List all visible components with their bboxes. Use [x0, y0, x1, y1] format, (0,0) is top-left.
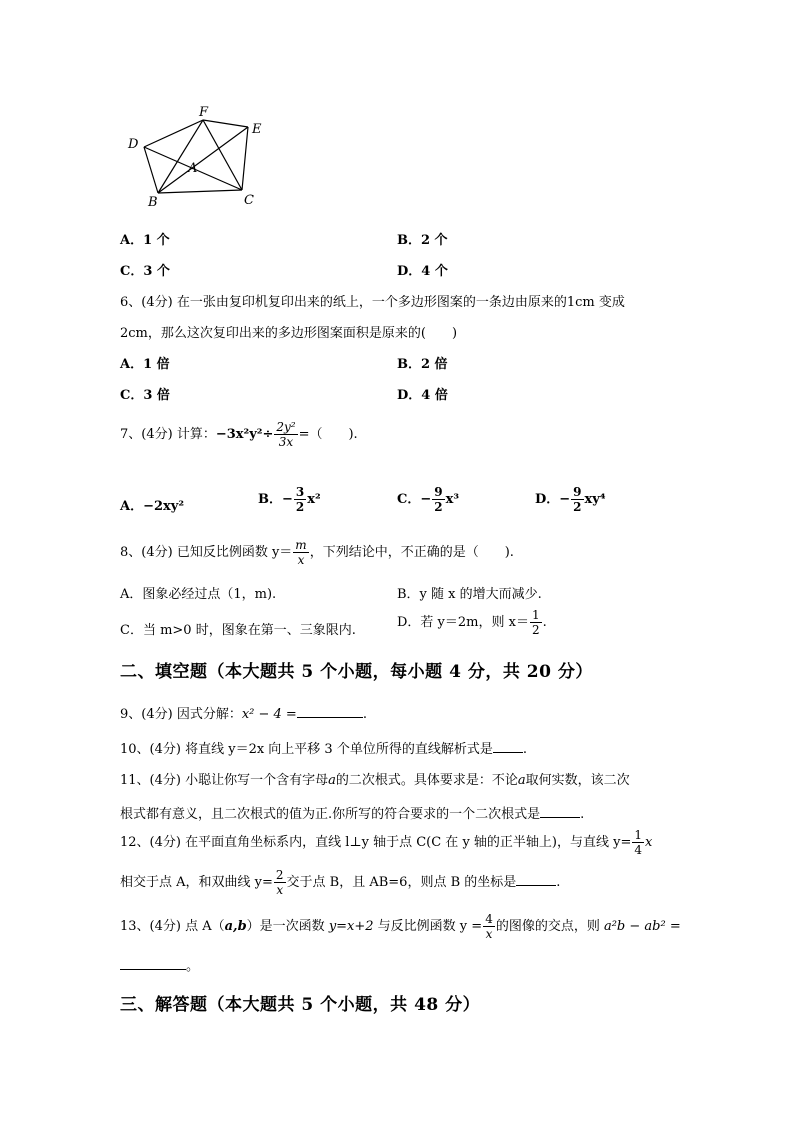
q5-option-c: C．3 个 [120, 264, 170, 279]
q9: 9、(4分) 因式分解：x² − 4 = . [120, 707, 367, 722]
q7-prefix: 7、(4分) 计算： [120, 427, 216, 442]
q5-option-b: B．2 个 [397, 233, 448, 248]
section-2-heading: 二、填空题（本大题共 5 个小题，每小题 4 分，共 20 分） [120, 662, 593, 682]
q11-line1: 11、(4分) 小聪让你写一个含有字母a的二次根式。具体要求是：不论a取何实数，该二次 [120, 773, 630, 788]
q6-option-c: C．3 倍 [120, 388, 170, 403]
q7-option-a: A．−2xy² [120, 499, 185, 514]
label-c: C [244, 193, 254, 208]
q7-suffix: =（ ). [298, 427, 358, 442]
q8-fraction: $\frac{m}{x}$ [295, 538, 307, 567]
q12-line1: 12、(4分) 在平面直角坐标系内，直线 l⊥y 轴于点 C(C 在 y 轴的正半轴上)，与直线 y= $\frac{1}{4}$ x [120, 828, 653, 857]
q8-option-c: C．当 m>0 时，图象在第一、三象限内. [120, 623, 356, 638]
q8-option-a: A．图象必经过点（1，m). [120, 587, 277, 602]
q12-answer-blank[interactable] [516, 873, 556, 886]
q12-fraction-1: $\frac{1}{4}$ [634, 828, 643, 857]
q6-option-d: D．4 倍 [397, 388, 448, 403]
q5-option-d: D．4 个 [397, 264, 448, 279]
q13-fraction: $\frac{4}{x}$ [485, 912, 493, 941]
q7-option-b-fraction: $\frac{3}{2}$ [295, 485, 305, 514]
q10-answer-blank[interactable] [493, 740, 523, 753]
q7-option-d: D．− $\frac{9}{2}$ xy⁴ [535, 485, 606, 514]
q11-answer-blank[interactable] [540, 805, 580, 818]
q7-option-c: C．− $\frac{9}{2}$ x³ [397, 485, 460, 514]
label-f: F [199, 105, 209, 120]
q8-option-d: D．若 y＝2m，则 x＝ $\frac{1}{2}$ . [397, 608, 547, 637]
q7-stem [120, 420, 358, 449]
q7-option-c-fraction: $\frac{9}{2}$ [434, 485, 443, 514]
q6-line2: 2cm，那么这次复印出来的多边形图案面积是原来的( ) [120, 326, 458, 341]
q8-option-b: B．y 随 x 的增大而减少. [397, 587, 542, 602]
q9-answer-blank[interactable] [297, 705, 363, 718]
q13: 13、(4分) 点 A（a,b）是一次函数 y=x+2 与反比例函数 y = $\frac{4}{x}$ 的图像的交点，则 a²b − ab² = [120, 912, 681, 941]
section-3-heading: 三、解答题（本大题共 5 个小题，共 48 分） [120, 995, 481, 1015]
q7-fraction: $\frac{\text{2y²}}{3x}$ [276, 420, 296, 449]
q8-stem: 8、(4分) 已知反比例函数 y＝ $\frac{m}{x}$ ，下列结论中，不正确的是（ ). [120, 538, 514, 567]
q12-line2: 相交于点 A，和双曲线 y= $\frac{2}{x}$ 交于点 B，且 AB=6，则点 B 的坐标是 . [120, 868, 561, 897]
label-a: A [188, 161, 198, 176]
label-e: E [252, 122, 262, 137]
q11-line2: 根式都有意义，且二次根式的值为正.你所写的符合要求的一个二次根式是 . [120, 807, 585, 822]
q12-fraction-2: $\frac{2}{x}$ [275, 868, 284, 897]
q13-answer-line: 。 [120, 955, 199, 974]
q13-answer-blank[interactable] [120, 957, 186, 970]
q7-expr: −3x²y²÷ [215, 427, 274, 442]
q10: 10、(4分) 将直线 y＝2x 向上平移 3 个单位所得的直线解析式是 . [120, 742, 527, 757]
q9-expr: x² − 4 = [241, 707, 297, 722]
q6-option-b: B．2 倍 [397, 357, 448, 372]
label-b: B [148, 195, 158, 210]
q6-line1: 6、(4分) 在一张由复印机复印出来的纸上，一个多边形图案的一条边由原来的1cm 变成 [120, 295, 625, 310]
q7-option-b: B．− $\frac{3}{2}$ x² [258, 485, 321, 514]
q5-option-a: A．1 个 [120, 233, 170, 248]
label-d: D [128, 137, 139, 152]
pentagon-figure [120, 98, 280, 213]
q6-option-a: A．1 倍 [120, 357, 170, 372]
q8-option-d-fraction: $\frac{1}{2}$ [531, 608, 540, 637]
q7-option-d-fraction: $\frac{9}{2}$ [573, 485, 582, 514]
